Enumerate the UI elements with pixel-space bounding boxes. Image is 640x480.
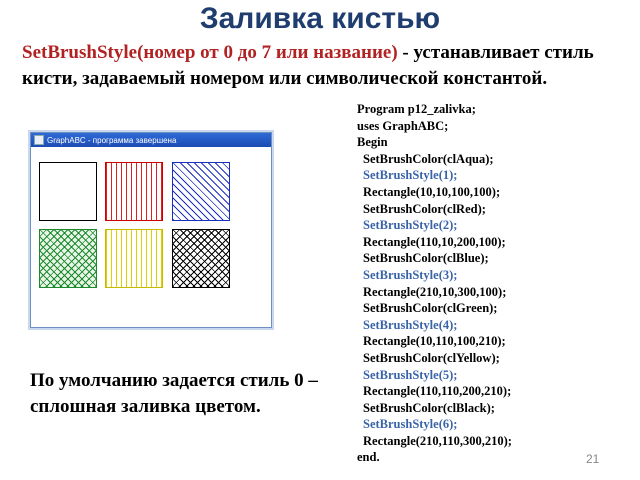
- intro-description: - устанавливает стиль кисти, задаваемый номером или символической константой.: [22, 42, 594, 89]
- code-line: SetBrushStyle(3);: [363, 267, 458, 282]
- rectangle-blue-style-3: [172, 162, 230, 221]
- graphics-canvas: [31, 147, 271, 327]
- code-line: Rectangle(210,110,300,210);: [363, 433, 512, 448]
- rectangle-yellow-style-5: [105, 229, 163, 288]
- code-line: end.: [357, 450, 380, 465]
- code-line: SetBrushColor(clBlack);: [363, 400, 495, 415]
- code-line: SetBrushStyle(1);: [363, 168, 458, 183]
- code-line: SetBrushStyle(6);: [363, 417, 458, 432]
- code-line: uses GraphABC;: [357, 118, 449, 133]
- rectangle-black-style-6: [172, 229, 230, 288]
- code-line: SetBrushStyle(4);: [363, 317, 458, 332]
- window-titlebar[interactable]: [31, 133, 271, 147]
- code-line: Rectangle(10,110,100,210);: [363, 334, 506, 349]
- code-line: SetBrushColor(clRed);: [363, 201, 486, 216]
- rectangle-aqua-style-1: [39, 162, 97, 221]
- code-line: Rectangle(110,110,200,210);: [363, 384, 512, 399]
- code-line: Rectangle(210,10,300,100);: [363, 284, 507, 299]
- default-style-note: По умолчанию задается стиль 0 – сплошная заливка цветом.: [30, 370, 318, 417]
- graphabc-window: [30, 132, 272, 328]
- slide-title: Заливка кистью: [199, 2, 441, 35]
- code-line: Rectangle(10,10,100,100);: [363, 184, 501, 199]
- page-number: 21: [586, 452, 600, 466]
- code-line: SetBrushStyle(2);: [363, 218, 458, 233]
- rectangle-green-style-4: [39, 229, 97, 288]
- code-line: SetBrushStyle(5);: [363, 367, 458, 382]
- window-title: GraphABC - программа завершена: [47, 135, 177, 145]
- code-line: SetBrushColor(clAqua);: [363, 151, 494, 166]
- code-line: SetBrushColor(clBlue);: [363, 251, 489, 266]
- code-line: SetBrushColor(clYellow);: [363, 350, 500, 365]
- code-line: Begin: [357, 135, 388, 150]
- app-window-icon: [34, 135, 44, 145]
- intro-text: [22, 40, 622, 92]
- code-listing: [357, 101, 512, 466]
- intro-keyword: SetBrushStyle(номер от 0 до 7 или название): [22, 42, 398, 63]
- rectangle-red-style-2: [105, 162, 163, 221]
- code-line: Rectangle(110,10,200,100);: [363, 234, 506, 249]
- code-line: Program p12_zalivka;: [357, 102, 476, 116]
- code-line: SetBrushColor(clGreen);: [363, 301, 498, 316]
